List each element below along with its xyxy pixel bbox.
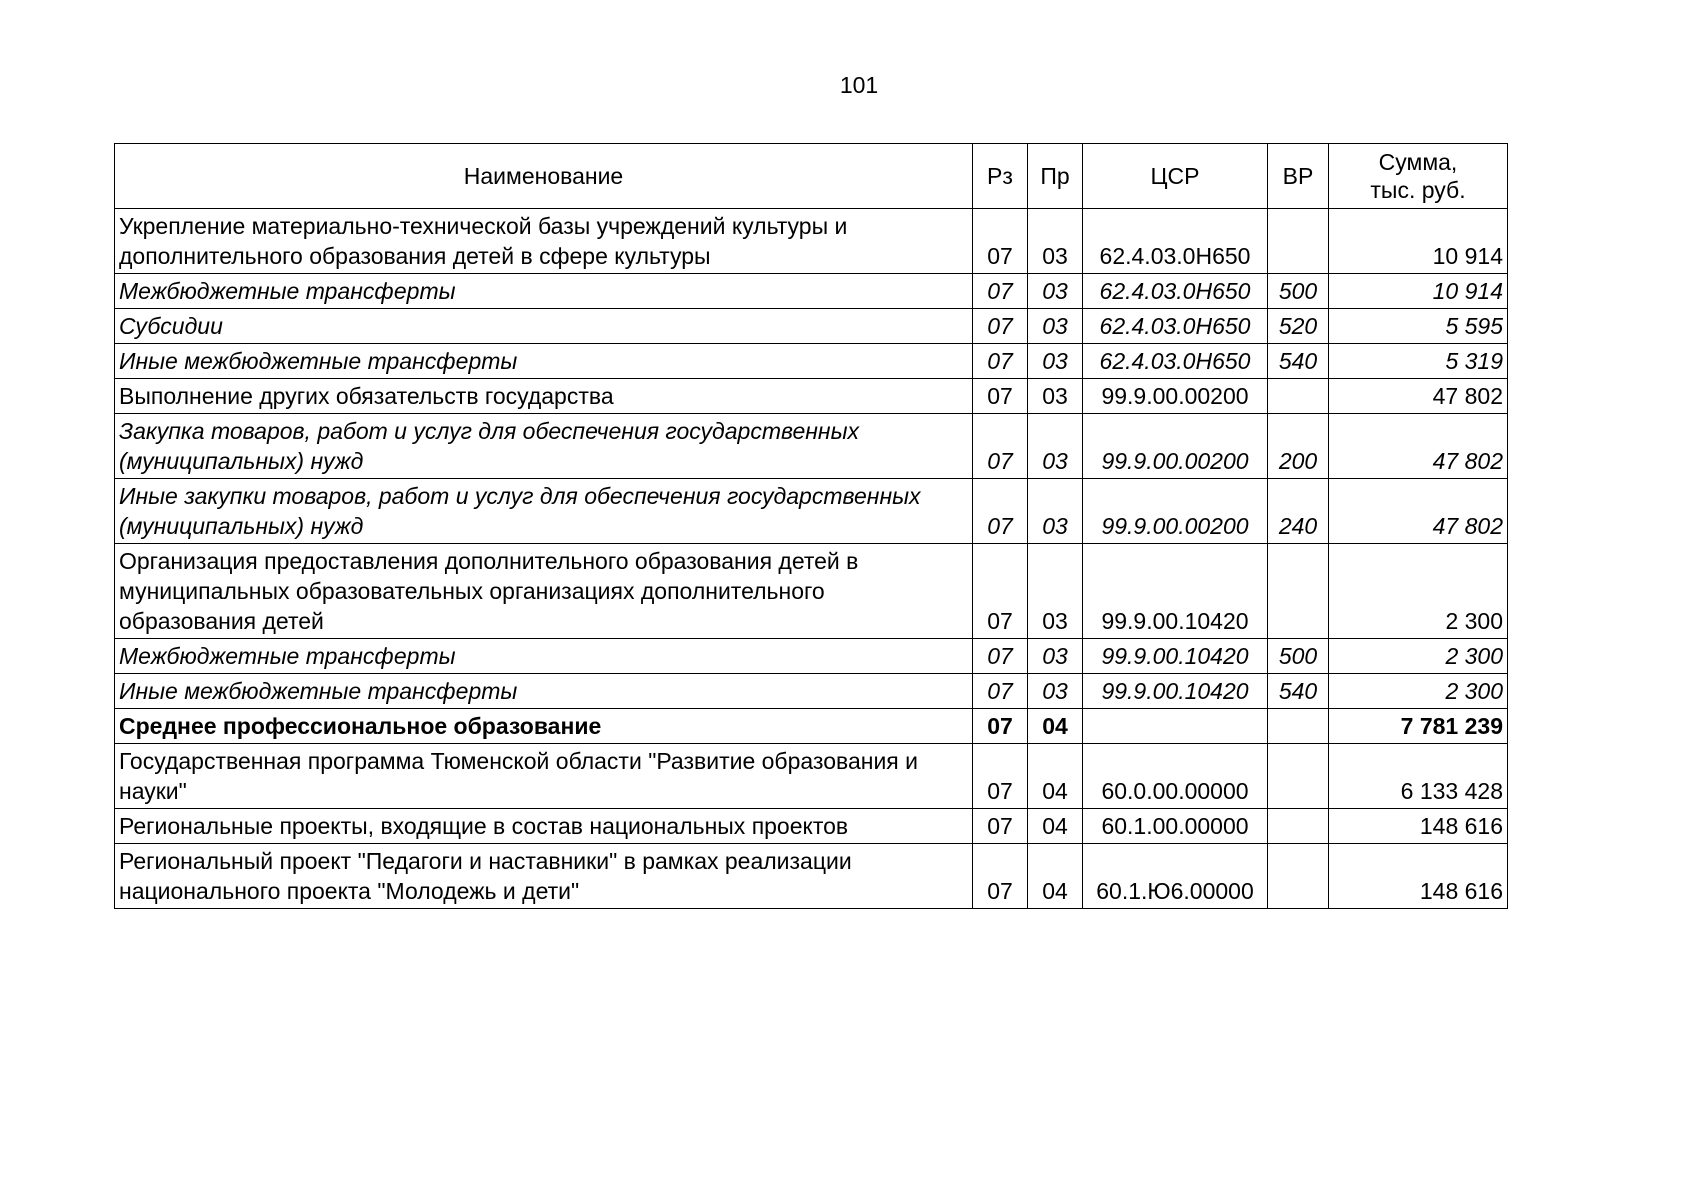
table-row <box>115 479 1508 544</box>
row-csr: 99.9.00.10420 <box>1083 544 1268 639</box>
header-rz: Рз <box>973 144 1028 209</box>
row-sum: 148 616 <box>1329 844 1508 909</box>
row-name: Региональные проекты, входящие в состав национальных проектов <box>115 809 973 844</box>
header-sum <box>1329 144 1508 209</box>
row-name: Субсидии <box>115 309 973 344</box>
header-sum-line1: Сумма, <box>1378 149 1458 175</box>
row-sum: 2 300 <box>1329 674 1508 709</box>
row-name: Иные межбюджетные трансферты <box>115 674 973 709</box>
row-vr: 240 <box>1268 479 1329 544</box>
row-csr: 99.9.00.10420 <box>1083 639 1268 674</box>
table-row <box>115 379 1508 414</box>
row-sum: 6 133 428 <box>1329 744 1508 809</box>
row-sum: 5 595 <box>1329 309 1508 344</box>
row-pr: 03 <box>1028 639 1083 674</box>
row-pr: 03 <box>1028 414 1083 479</box>
row-pr: 04 <box>1028 744 1083 809</box>
header-sum-line2: тыс. руб. <box>1370 177 1466 203</box>
row-sum: 5 319 <box>1329 344 1508 379</box>
table-row <box>115 844 1508 909</box>
row-vr <box>1268 844 1329 909</box>
header-vr: ВР <box>1268 144 1329 209</box>
table-header-row <box>115 144 1508 209</box>
table-row <box>115 344 1508 379</box>
row-pr: 04 <box>1028 844 1083 909</box>
table-row <box>115 209 1508 274</box>
table-row <box>115 709 1508 744</box>
row-vr: 200 <box>1268 414 1329 479</box>
row-pr: 04 <box>1028 709 1083 744</box>
row-pr: 03 <box>1028 309 1083 344</box>
row-name: Закупка товаров, работ и услуг для обеспечения государственных (муниципальных) нужд <box>115 414 973 479</box>
row-pr: 04 <box>1028 809 1083 844</box>
row-csr: 62.4.03.0Н650 <box>1083 309 1268 344</box>
table-row <box>115 674 1508 709</box>
row-csr: 99.9.00.10420 <box>1083 674 1268 709</box>
row-name: Укрепление материально-технической базы учреждений культуры и дополнительного образования детей в сфере культуры <box>115 209 973 274</box>
row-rz: 07 <box>973 209 1028 274</box>
row-rz: 07 <box>973 674 1028 709</box>
row-name: Среднее профессиональное образование <box>115 709 973 744</box>
row-rz: 07 <box>973 844 1028 909</box>
row-rz: 07 <box>973 379 1028 414</box>
row-vr <box>1268 744 1329 809</box>
row-csr: 99.9.00.00200 <box>1083 479 1268 544</box>
row-rz: 07 <box>973 479 1028 544</box>
row-rz: 07 <box>973 709 1028 744</box>
row-csr: 60.0.00.00000 <box>1083 744 1268 809</box>
row-vr: 540 <box>1268 674 1329 709</box>
header-pr: Пр <box>1028 144 1083 209</box>
row-csr <box>1083 709 1268 744</box>
table-row <box>115 544 1508 639</box>
row-vr: 520 <box>1268 309 1329 344</box>
row-pr: 03 <box>1028 544 1083 639</box>
row-pr: 03 <box>1028 344 1083 379</box>
row-csr: 60.1.00.00000 <box>1083 809 1268 844</box>
row-rz: 07 <box>973 274 1028 309</box>
row-name: Иные закупки товаров, работ и услуг для обеспечения государственных (муниципальных) нужд <box>115 479 973 544</box>
row-sum: 2 300 <box>1329 639 1508 674</box>
row-vr <box>1268 379 1329 414</box>
row-pr: 03 <box>1028 379 1083 414</box>
row-csr: 99.9.00.00200 <box>1083 414 1268 479</box>
row-sum: 47 802 <box>1329 379 1508 414</box>
row-pr: 03 <box>1028 209 1083 274</box>
row-csr: 62.4.03.0Н650 <box>1083 344 1268 379</box>
row-vr <box>1268 809 1329 844</box>
row-vr <box>1268 544 1329 639</box>
row-vr: 500 <box>1268 274 1329 309</box>
row-vr <box>1268 209 1329 274</box>
row-name: Государственная программа Тюменской области "Развитие образования и науки" <box>115 744 973 809</box>
row-rz: 07 <box>973 639 1028 674</box>
row-vr: 500 <box>1268 639 1329 674</box>
row-name: Иные межбюджетные трансферты <box>115 344 973 379</box>
row-csr: 62.4.03.0Н650 <box>1083 274 1268 309</box>
row-sum: 10 914 <box>1329 209 1508 274</box>
row-csr: 60.1.Ю6.00000 <box>1083 844 1268 909</box>
table-row <box>115 639 1508 674</box>
row-name: Региональный проект "Педагоги и наставники" в рамках реализации национального проекта "Молодежь и дети" <box>115 844 973 909</box>
page-number: 101 <box>839 72 879 98</box>
row-sum: 47 802 <box>1329 414 1508 479</box>
row-rz: 07 <box>973 309 1028 344</box>
row-sum: 7 781 239 <box>1329 709 1508 744</box>
row-vr: 540 <box>1268 344 1329 379</box>
row-sum: 148 616 <box>1329 809 1508 844</box>
row-name: Выполнение других обязательств государства <box>115 379 973 414</box>
table-row <box>115 809 1508 844</box>
row-name: Межбюджетные трансферты <box>115 639 973 674</box>
row-name: Организация предоставления дополнительного образования детей в муниципальных образовательных организациях дополнительного образования детей <box>115 544 973 639</box>
table-row <box>115 274 1508 309</box>
row-pr: 03 <box>1028 274 1083 309</box>
row-rz: 07 <box>973 344 1028 379</box>
row-vr <box>1268 709 1329 744</box>
header-name: Наименование <box>115 144 973 209</box>
row-pr: 03 <box>1028 479 1083 544</box>
header-csr: ЦСР <box>1083 144 1268 209</box>
table-row <box>115 309 1508 344</box>
row-rz: 07 <box>973 809 1028 844</box>
row-rz: 07 <box>973 544 1028 639</box>
row-sum: 2 300 <box>1329 544 1508 639</box>
row-sum: 47 802 <box>1329 479 1508 544</box>
table-row <box>115 414 1508 479</box>
budget-table <box>114 143 1508 909</box>
row-rz: 07 <box>973 744 1028 809</box>
table-row <box>115 744 1508 809</box>
row-pr: 03 <box>1028 674 1083 709</box>
row-csr: 99.9.00.00200 <box>1083 379 1268 414</box>
row-csr: 62.4.03.0Н650 <box>1083 209 1268 274</box>
row-rz: 07 <box>973 414 1028 479</box>
row-name: Межбюджетные трансферты <box>115 274 973 309</box>
row-sum: 10 914 <box>1329 274 1508 309</box>
